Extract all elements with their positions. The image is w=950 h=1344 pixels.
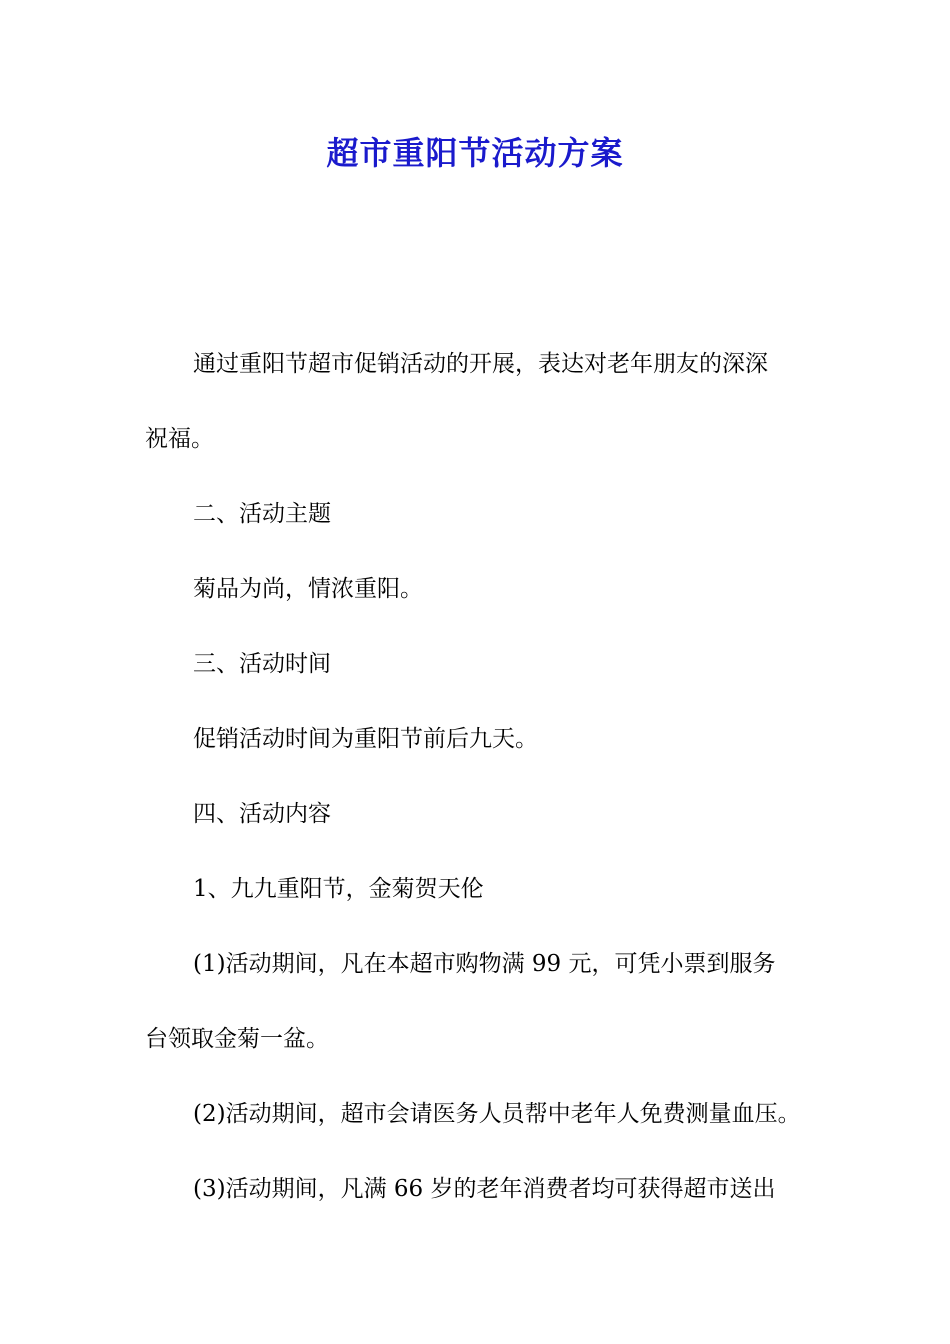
paragraph-theme: 菊品为尚，情浓重阳。 bbox=[193, 576, 423, 602]
list-item-2: (2)活动期间，超市会请医务人员帮中老年人免费测量血压。 bbox=[193, 1101, 801, 1127]
list-item-1-line-2: 台领取金菊一盆。 bbox=[145, 1026, 329, 1052]
paragraph-time: 促销活动时间为重阳节前后九天。 bbox=[193, 726, 538, 752]
document-title: 超市重阳节活动方案 bbox=[326, 134, 624, 172]
section-heading-content: 四、活动内容 bbox=[193, 801, 331, 827]
paragraph-intro-line-1: 通过重阳节超市促销活动的开展，表达对老年朋友的深深 bbox=[193, 351, 768, 377]
list-item-3: (3)活动期间，凡满 66 岁的老年消费者均可获得超市送出 bbox=[193, 1176, 776, 1202]
section-heading-time: 三、活动时间 bbox=[193, 651, 331, 677]
subsection-heading-1: 1、九九重阳节，金菊贺天伦 bbox=[193, 876, 484, 902]
section-heading-theme: 二、活动主题 bbox=[193, 501, 331, 527]
paragraph-intro-line-2: 祝福。 bbox=[145, 426, 214, 452]
list-item-1-line-1: (1)活动期间，凡在本超市购物满 99 元，可凭小票到服务 bbox=[193, 951, 776, 977]
